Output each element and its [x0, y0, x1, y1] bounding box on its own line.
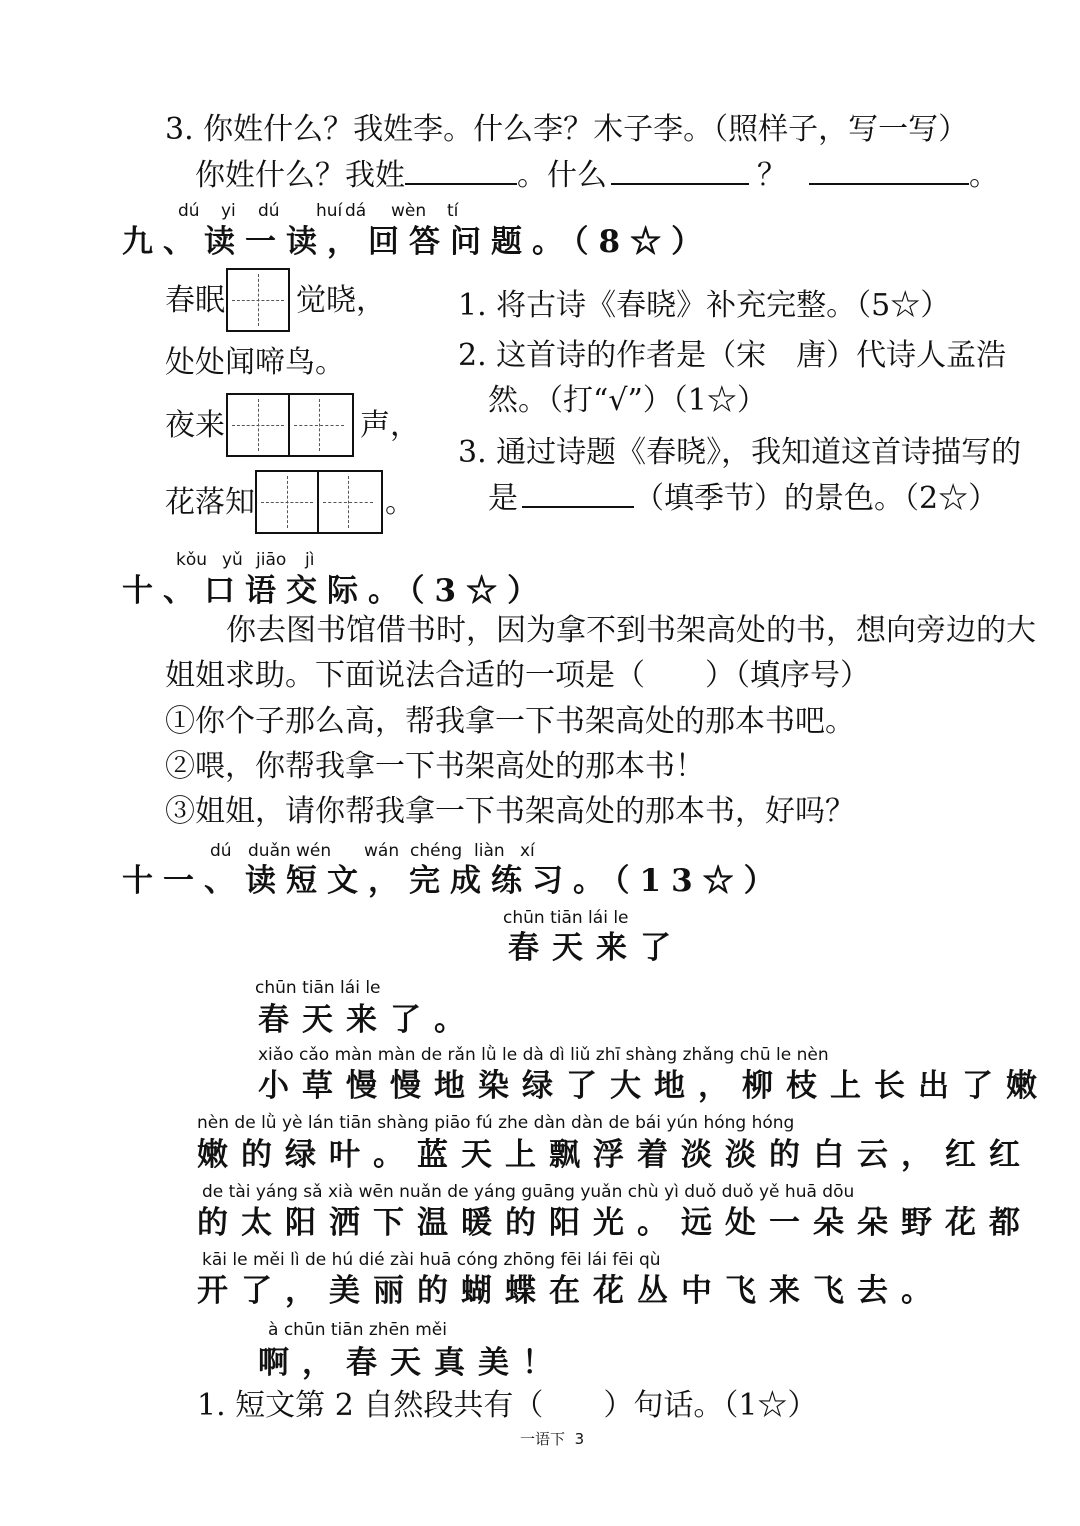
poem-line3-before: 夜来 — [165, 408, 225, 443]
p2-l1-pinyin: xiǎo cǎo màn màn de rǎn lǜ le dà dì liǔ zhī shàng zhǎng chū le nèn — [258, 1045, 829, 1065]
passage-p2-line4: 开了，美丽的蝴蝶在花丛中飞来飞去。 — [197, 1273, 945, 1309]
passage-p2-line2: 嫩的绿叶。蓝天上飘浮着淡淡的白云，红红 — [197, 1137, 1033, 1173]
passage-p2-line3: 的太阳洒下温暖的阳光。远处一朵朵野花都 — [197, 1205, 1033, 1241]
s11-pinyin-5: liàn — [474, 841, 505, 861]
p2-l4-pinyin: kāi le měi lì de hú dié zài huā cóng zhōng fēi lái fēi qù — [202, 1250, 661, 1270]
page-footer — [520, 1428, 584, 1449]
q8-3-text-a: 你姓什么？我姓 — [195, 158, 405, 193]
q8-3-text-d: 。 — [969, 158, 999, 193]
s9-pinyin-3: huí — [316, 201, 343, 221]
s11-q1: 1. 短文第 2 自然段共有（ ）句话。（1☆） — [197, 1388, 818, 1423]
p1-pinyin: chūn tiān lái le — [255, 978, 381, 998]
p3-pinyin: à chūn tiān zhēn měi — [268, 1320, 447, 1340]
poem-line1-after: 觉晓， — [296, 283, 386, 318]
s9-pinyin-6: tí — [447, 201, 459, 221]
q8-3-text-b: 。什么 — [517, 158, 607, 193]
s11-pinyin-1: duǎn — [248, 841, 291, 861]
s10-option-1: ①你个子那么高，帮我拿一下书架高处的那本书吧。 — [165, 704, 855, 739]
poem-line4-before: 花落知 — [165, 485, 255, 520]
section10-title: 十、口语交际。（3☆） — [122, 573, 549, 609]
passage-p3: 啊，春天真美！ — [258, 1345, 566, 1381]
p2-l2-pinyin: nèn de lǜ yè lán tiān shàng piāo fú zhe dàn dàn de bái yún hóng hóng — [197, 1113, 795, 1133]
poem-line3-after: 声， — [360, 408, 420, 443]
blank-season[interactable] — [522, 480, 634, 508]
q8-3-text-c: ？ — [757, 158, 787, 193]
poem-line4-after: 。 — [385, 485, 415, 520]
s10-para-line1: 你去图书馆借书时，因为拿不到书架高处的书，想向旁边的大 — [226, 613, 1036, 648]
s9-q2-line1: 2. 这首诗的作者是（宋 唐）代诗人孟浩 — [458, 338, 1007, 373]
s9-q3-text-a: 是 — [488, 481, 518, 516]
s11-pinyin-4: chéng — [410, 841, 463, 861]
s10-pinyin-3: jì — [305, 550, 315, 570]
passage-p2-line1: 小草慢慢地染绿了大地，柳枝上长出了嫩 — [258, 1068, 1050, 1104]
s9-q2-line2: 然。（打“√”）（1☆） — [488, 383, 767, 418]
s10-para-line2: 姐姐求助。下面说法合适的一项是（ ）（填序号） — [165, 658, 870, 693]
s11-pinyin-2: wén — [296, 841, 332, 861]
passage-p1: 春天来了。 — [258, 1002, 478, 1038]
s10-pinyin-2: jiāo — [256, 550, 287, 570]
q8-3-answer-line — [195, 157, 999, 194]
s9-pinyin-5: wèn — [391, 201, 427, 221]
s10-pinyin-1: yǔ — [222, 550, 243, 570]
s11-pinyin-0: dú — [210, 841, 232, 861]
q8-3-prompt: 3. 你姓什么？我姓李。什么李？木子李。（照样子，写一写） — [165, 112, 969, 147]
s9-pinyin-4: dá — [345, 201, 367, 221]
poem-box-1[interactable] — [226, 268, 290, 332]
s9-q3-line1: 3. 通过诗题《春晓》，我知道这首诗描写的 — [458, 435, 1022, 470]
passage-title-pinyin: chūn tiān lái le — [503, 908, 629, 928]
blank-surname[interactable] — [405, 157, 517, 185]
s9-pinyin-1: yi — [221, 201, 236, 221]
passage-title: 春天来了 — [508, 930, 684, 966]
s9-pinyin-2: dú — [258, 201, 280, 221]
poem-box-4[interactable] — [255, 470, 383, 534]
blank-what[interactable] — [611, 157, 749, 185]
s11-pinyin-6: xí — [520, 841, 535, 861]
poem-line2: 处处闻啼鸟。 — [165, 345, 345, 380]
s9-q3-text-b: （填季节）的景色。（2☆） — [634, 481, 999, 516]
footer-label: 一语下 — [520, 1430, 566, 1448]
p2-l3-pinyin: de tài yáng sǎ xià wēn nuǎn de yáng guāng yuǎn chù yì duǒ duǒ yě huā dōu — [202, 1182, 855, 1202]
s10-option-3: ③姐姐，请你帮我拿一下书架高处的那本书，好吗？ — [165, 794, 855, 829]
s11-pinyin-3: wán — [364, 841, 400, 861]
s10-option-2: ②喂，你帮我拿一下书架高处的那本书！ — [165, 749, 705, 784]
page-number: 3 — [574, 1430, 585, 1448]
s9-pinyin-0: dú — [178, 201, 200, 221]
s9-q3-line2 — [488, 480, 998, 517]
poem-box-3[interactable] — [226, 393, 354, 457]
s10-pinyin-0: kǒu — [176, 550, 208, 570]
poem-line1-before: 春眠 — [165, 283, 225, 318]
s9-q1: 1. 将古诗《春晓》补充完整。（5☆） — [458, 288, 951, 323]
section11-title: 十一、读短文，完成练习。（13☆） — [122, 863, 785, 899]
blank-answer[interactable] — [809, 157, 969, 185]
section9-title: 九、读一读，回答问题。（8☆） — [122, 224, 713, 260]
